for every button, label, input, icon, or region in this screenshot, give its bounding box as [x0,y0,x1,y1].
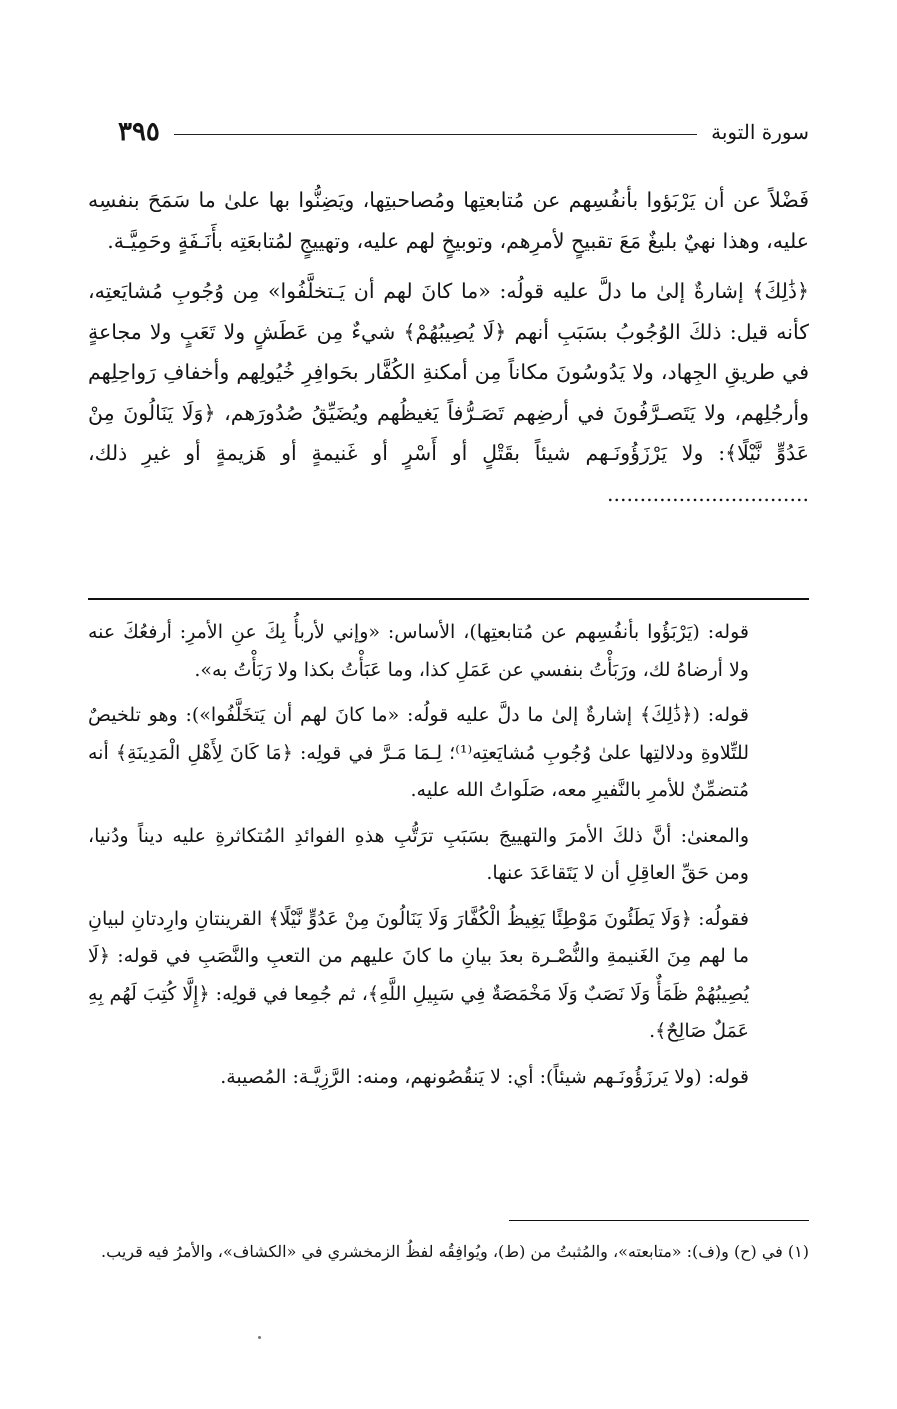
header-rule [174,134,697,135]
commentary-text [88,614,809,1104]
commentary-paragraph: والمعنىٰ: أنَّ ذلكَ الأمرَ والتهييجَ بسَبَبِ ترَتُّبِ هذهِ الفوائدِ المُتكاثرةِ عليه ديناً ودُنيا، ومن حَقِّ العاقِلِ أن لا يَتَقاعَدَ عنها. [88,824,749,884]
section-divider [88,598,809,600]
speck-mark [258,1336,261,1339]
page-header [118,112,809,152]
commentary-paragraph: فقولُه: ﴿وَلَا يَطَئُونَ مَوْطِئًا يَغِيظُ الْكُفَّارَ وَلَا يَنَالُونَ مِنْ عَدُوٍّ نَّيْلًا﴾ القرينتانِ وارِدتانِ لبيانِ ما لهم مِنَ الغَنيمةِ والنُّصْـرة بعدَ بيانِ ما كانَ عليهم من التعبِ والنَّصَبِ في قوله: ﴿لَا يُصِيبُهُمْ ظَمَأٌ وَلَا نَصَبٌ وَلَا مَخْمَصَةٌ فِي سَبِيلِ اللَّهِ﴾، ثم جُمِعا في قولِه: ﴿إِلَّا كُتِبَ لَهُم بِهِ عَمَلٌ صَالِحٌ﴾. [88,907,749,1042]
main-paragraph-text: ﴿ذَٰلِكَ﴾ إشارةٌ إلىٰ ما دلَّ عليه قولُه: «ما كانَ لهم أن يَـتخلَّفُوا» مِن وُجُوبِ مُشايَعتِه، كأنه قيل: ذلكَ الوُجُوبُ بسَبَبِ أنهم ﴿لَا يُصِيبُهُمْ﴾ شيءٌ مِن عَطَشٍ ولا تَعَبٍ ولا مجاعةٍ في طريقِ الجِهاد، ولا يَدُوسُونَ مكاناً مِن أمكنةِ الكُفَّار بحَوافِرِ خُيُولِهم وأخفافِ رَواحِلِهم وأرجُلِهم، ولا يَتَصـرَّفُونَ في أرضِهم تَصَـرُّفاً يَغيظُهم ويُضَيِّقُ صُدُورَهم، ﴿وَلَا يَنَالُونَ مِنْ عَدُوٍّ نَّيْلًا﴾: ولا يَرْزَؤُونَـهم شيئاً بقَتْلٍ أو أَسْرٍ أو غَنيمةٍ أو هَزيمةٍ أو غيرِ ذلك، [88,279,809,465]
footnote: (١) في (ح) و(ف): «متابعته»، والمُثبتُ من (ط)، ويُوافِقُه لفظُ الزمخشري في «الكشاف»، والأمرُ فيه قريب. [101,1242,809,1261]
main-paragraph: فَضْلاً عن أن يَرْبَؤوا بأنفُسِهم عن مُتابعتِها ومُصاحبتِها، ويَضِنُّوا بها علىٰ ما سَمَحَ بنفسِه عليه، وهذا نهيٌ بليغٌ مَعَ تقبيحٍ لأمرِهم، وتوبيخٍ لهم عليه، وتهييجٍ لمُتابعَتِه بأَنَـفَةٍ وحَمِيَّـة. [88,188,809,253]
surah-title: سورة التوبة [711,120,809,144]
main-paragraph [88,271,809,514]
commentary-paragraph: قوله: (يَرْبَؤُوا بأنفُسِهم عن مُتابعتِها)، الأساس: «وإني لأربأُ بِكَ عنِ الأمرِ: أرفعُكَ عنه ولا أرضاهُ لك، ورَبَأْتُ بنفسي عن عَمَلِ كذا، وما عَبَأْتُ بكذا ولا رَبَأْتُ به». [88,621,749,681]
footnote-rule [509,1220,809,1221]
page-number: ٣٩٥ [118,117,160,147]
commentary-paragraph: قوله: (ولا يَرزَؤُونَـهم شيئاً): أي: لا يَنقُصُونهم، ومنه: الرَّزِيَّـة: المُصيبة. [220,1065,749,1088]
continuation-dots: ............................... [606,481,809,506]
main-text [88,180,809,514]
commentary-paragraph: قوله: (﴿ذَٰلِكَ﴾ إشارةٌ إلىٰ ما دلَّ عليه قولُه: «ما كانَ لهم أن يَتخَلَّفُوا»): وهو تلخيصٌ للتِّلاوةِ ودلالتِها علىٰ وُجُوبِ مُشايَعتِه⁽¹⁾؛ لِـمَا مَـرَّ في قولِه: ﴿مَا كَانَ لِأَهْلِ الْمَدِينَةِ﴾ أنه مُتضمِّنٌ للأمرِ بالنَّفيرِ معه، صَلَواتُ الله عليه. [88,704,749,801]
